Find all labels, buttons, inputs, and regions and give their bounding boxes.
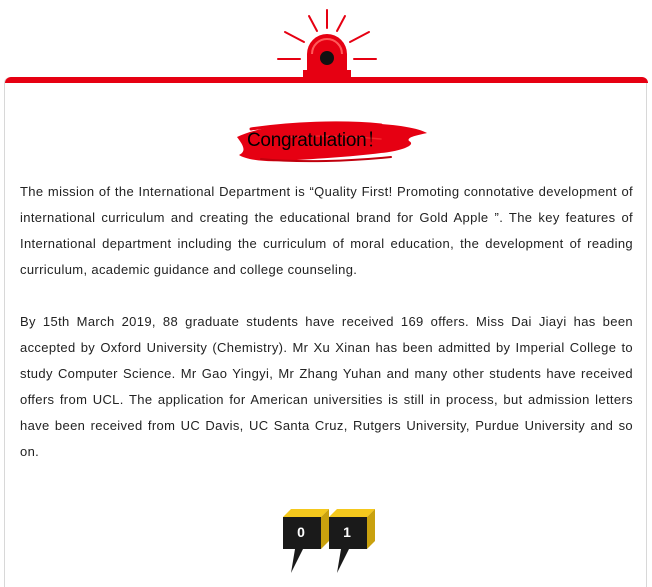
digit-label: 0	[297, 524, 305, 540]
digit-block	[329, 509, 375, 573]
heading-banner	[231, 115, 431, 165]
page-title: Congratulation！	[247, 130, 386, 151]
siren-alarm-icon	[272, 4, 382, 82]
offers-paragraph: By 15th March 2019, 88 graduate students have received 169 offers. Miss Dai Jiayi has been accepted by Oxford University (Chemistry). Mr Xu Xinan has been admitted by Imperial College to study Computer Science. Mr Gao Yingyi, Mr Zhang Yuhan and many other students have received offers from UCL. The application for American universities is still in process, but admission letters have been received from UC Davis, UC Santa Cruz, Rutgers University, Purdue University and so on.	[20, 314, 633, 459]
section-number	[283, 509, 375, 573]
digit-label: 1	[343, 524, 351, 540]
card-top-bar	[5, 77, 648, 83]
mission-paragraph: The mission of the International Department is “Quality First! Promoting connotative development of international curriculum and creating the educational brand for Gold Apple ”. The key features of International department including the curriculum of moral education, the development of reading curriculum, academic guidance and college counseling.	[20, 184, 633, 277]
congratulations-card	[4, 77, 647, 587]
digit-block	[283, 509, 329, 573]
